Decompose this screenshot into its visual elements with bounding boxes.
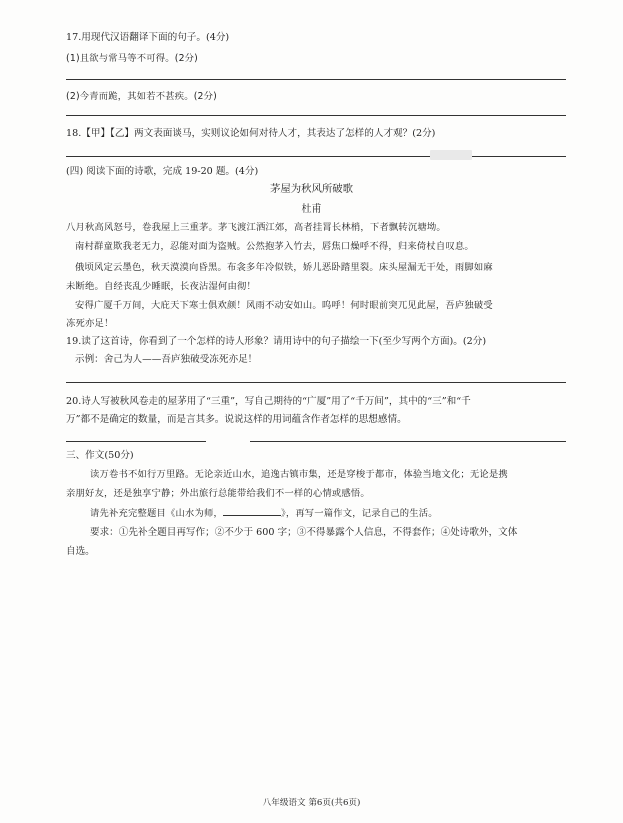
q19-title: 19.读了这首诗，你看到了一个怎样的诗人形象？请用诗中的句子描绘一下(至少写两个方面)。(2分)	[66, 336, 487, 347]
composition-requirements: 自选。	[66, 546, 95, 557]
section-three-title: 三、作文(50分)	[66, 450, 134, 461]
answer-line	[66, 156, 566, 157]
poem-line: 俄顷风定云墨色，秋天漠漠向昏黑。布衾多年冷似铁，娇儿恶卧踏里裂。床头屋漏无干处，雨脚如麻	[75, 262, 493, 273]
answer-line	[66, 79, 566, 80]
composition-paragraph: 亲朋好友，还是独享宁静；外出旅行总能带给我们不一样的心情或感悟。	[66, 488, 370, 499]
prompt-text-after: 》，再写一篇作文，记录自己的生活。	[280, 508, 438, 519]
q20-line-1: 20.诗人写被秋风卷走的屋茅用了“三重”，写自己期待的“广厦”用了“千万间”，其中的“三”和“千	[66, 396, 471, 407]
poem-line: 南村群童欺我老无力，忍能对面为盗贼。公然抱茅入竹去，唇焦口燥呼不得，归来倚杖自叹息。	[75, 241, 474, 252]
poem-line: 安得广厦千万间，大庇天下寒士俱欢颜！风雨不动安如山。呜呼！何时眼前突兀见此屋，吾庐独破受	[75, 300, 493, 311]
smudge-mark	[430, 150, 472, 160]
page-footer: 八年级语文 第6页(共6页)	[262, 798, 361, 808]
prompt-text-before: 请先补充完整题目《山水为师，	[90, 508, 223, 519]
answer-line	[66, 382, 566, 383]
title-blank	[223, 506, 281, 516]
answer-line	[66, 115, 566, 116]
answer-line	[250, 441, 566, 442]
composition-prompt	[90, 506, 438, 520]
q20-line-2: 万”都不是确定的数量，而是言其多。说说这样的用词蕴含作者怎样的思想感情。	[66, 414, 407, 425]
q17-title: 17.用现代汉语翻译下面的句子。(4分)	[66, 32, 230, 43]
poem-author: 杜甫	[301, 204, 322, 215]
q19-example: 示例：舍己为人——吾庐独破受冻死亦足！	[75, 354, 258, 365]
composition-requirements: 要求：①先补全题目再写作；②不少于 600 字；③不得暴露个人信息，不得套作；④处诗歌外，文体	[90, 527, 518, 538]
poem-title: 茅屋为秋风所破歌	[269, 183, 354, 195]
q17-sentence-1: (1)且欲与常马等不可得。(2分)	[66, 53, 199, 64]
poem-line: 八月秋高风怒号，卷我屋上三重茅。茅飞渡江洒江郊，高者挂罥长林梢，下者飘转沉塘坳。	[66, 222, 446, 233]
poem-line: 冻死亦足！	[66, 318, 114, 329]
poem-line: 未断绝。自经丧乱少睡眠，长夜沾湿何由彻！	[66, 281, 256, 292]
composition-paragraph: 读万卷书不如行万里路。无论亲近山水，追逸古镇市集，还是穿梭于都市，体验当地文化；无论是携	[90, 469, 508, 480]
q18-title: 18.【甲】【乙】两文表面谈马，实则议论如何对待人才，其表达了怎样的人才观？(2分)	[66, 128, 436, 139]
q17-sentence-2: (2)今青而跪，其如若不甚疾。(2分)	[66, 91, 217, 102]
answer-line	[66, 441, 206, 442]
section-four-title: (四) 阅读下面的诗歌，完成 19-20 题。(4分)	[66, 166, 259, 177]
